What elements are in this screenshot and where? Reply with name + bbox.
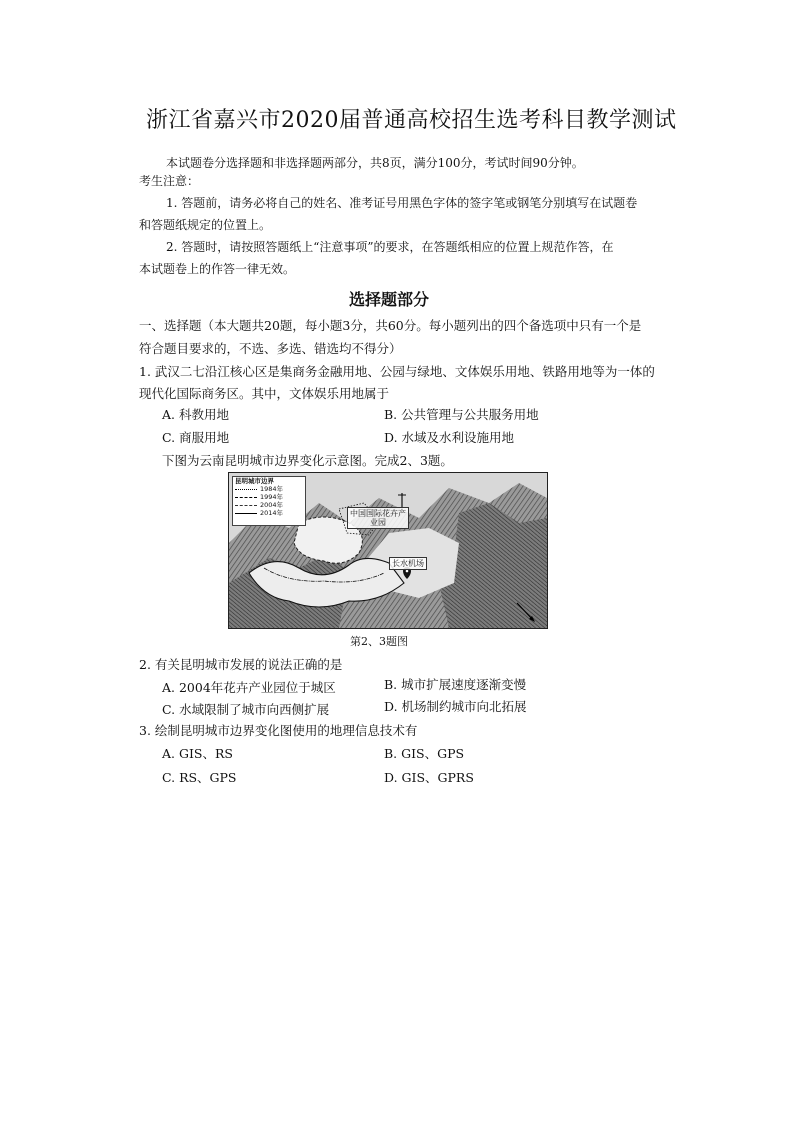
- legend-row-1994: [233, 493, 305, 501]
- q1-option-b: B. 公共管理与公共服务用地: [384, 407, 539, 422]
- q1-option-d: D. 水域及水利设施用地: [384, 430, 515, 445]
- legend-label-2014: 2014年: [260, 509, 284, 517]
- q3-option-b: B. GIS、GPS: [384, 746, 465, 761]
- note-2-line-b: 本试题卷上的作答一律无效。: [139, 262, 296, 276]
- kunming-boundary-map: [228, 472, 548, 629]
- q2-option-a: A. 2004年花卉产业园位于城区: [162, 680, 336, 695]
- legend-line-2004: [235, 505, 257, 506]
- legend-label-2004: 2004年: [260, 501, 284, 509]
- part1-heading-a: 一、选择题（本大题共20题，每小题3分，共60分。每小题列出的四个备选项中只有一个是: [139, 318, 642, 333]
- q2-stem: 2. 有关昆明城市发展的说法正确的是: [139, 657, 343, 672]
- q1-option-a: A. 科教用地: [162, 407, 229, 422]
- part1-heading-b: 符合题目要求的，不选、多选、错选均不得分）: [139, 341, 402, 356]
- map-legend: [232, 476, 306, 526]
- airport-label: 长水机场: [389, 557, 427, 570]
- legend-line-2014: [235, 513, 257, 514]
- legend-row-1984: [233, 485, 305, 493]
- q1-stem-b: 现代化国际商务区。其中，文体娱乐用地属于: [139, 386, 390, 401]
- intro-line: 本试题卷分选择题和非选择题两部分，共8页，满分100分，考试时间90分钟。: [166, 156, 584, 170]
- legend-row-2014: [233, 509, 305, 517]
- page-title: 浙江省嘉兴市2020届普通高校招生选考科目教学测试: [146, 108, 677, 133]
- q3-option-d: D. GIS、GPRS: [384, 770, 474, 785]
- legend-line-1994: [235, 497, 257, 498]
- legend-label-1994: 1994年: [260, 493, 284, 501]
- legend-row-2004: [233, 501, 305, 509]
- q2-option-c: C. 水域限制了城市向西侧扩展: [162, 702, 330, 717]
- q3-option-a: A. GIS、RS: [162, 746, 233, 761]
- notice-heading: 考生注意：: [139, 174, 200, 188]
- legend-title: 昆明城市边界: [235, 477, 274, 485]
- legend-label-1984: 1984年: [260, 485, 284, 493]
- note-1-line-a: 1. 答题前，请务必将自己的姓名、准考证号用黑色字体的签字笔或钢笔分别填写在试题卷: [166, 196, 638, 210]
- legend-line-1984: [235, 489, 257, 490]
- flower-park-label: 中国国际花卉产业园: [347, 507, 409, 529]
- q3-stem: 3. 绘制昆明城市边界变化图使用的地理信息技术有: [139, 723, 418, 738]
- q2-option-b: B. 城市扩展速度逐渐变慢: [384, 677, 527, 692]
- note-1-line-b: 和答题纸规定的位置上。: [139, 218, 272, 232]
- section-title: 选择题部分: [349, 290, 430, 309]
- note-2-line-a: 2. 答题时，请按照答题纸上“注意事项”的要求，在答题纸相应的位置上规范作答，在: [166, 240, 614, 254]
- q1-stem-a: 1. 武汉二七沿江核心区是集商务金融用地、公园与绿地、文体娱乐用地、铁路用地等为一体的: [139, 364, 655, 379]
- figure-caption: 第2、3题图: [350, 635, 408, 648]
- figure-intro: 下图为云南昆明城市边界变化示意图。完成2、3题。: [162, 453, 453, 468]
- q2-option-d: D. 机场制约城市向北拓展: [384, 699, 527, 714]
- q1-option-c: C. 商服用地: [162, 430, 230, 445]
- q3-option-c: C. RS、GPS: [162, 770, 237, 785]
